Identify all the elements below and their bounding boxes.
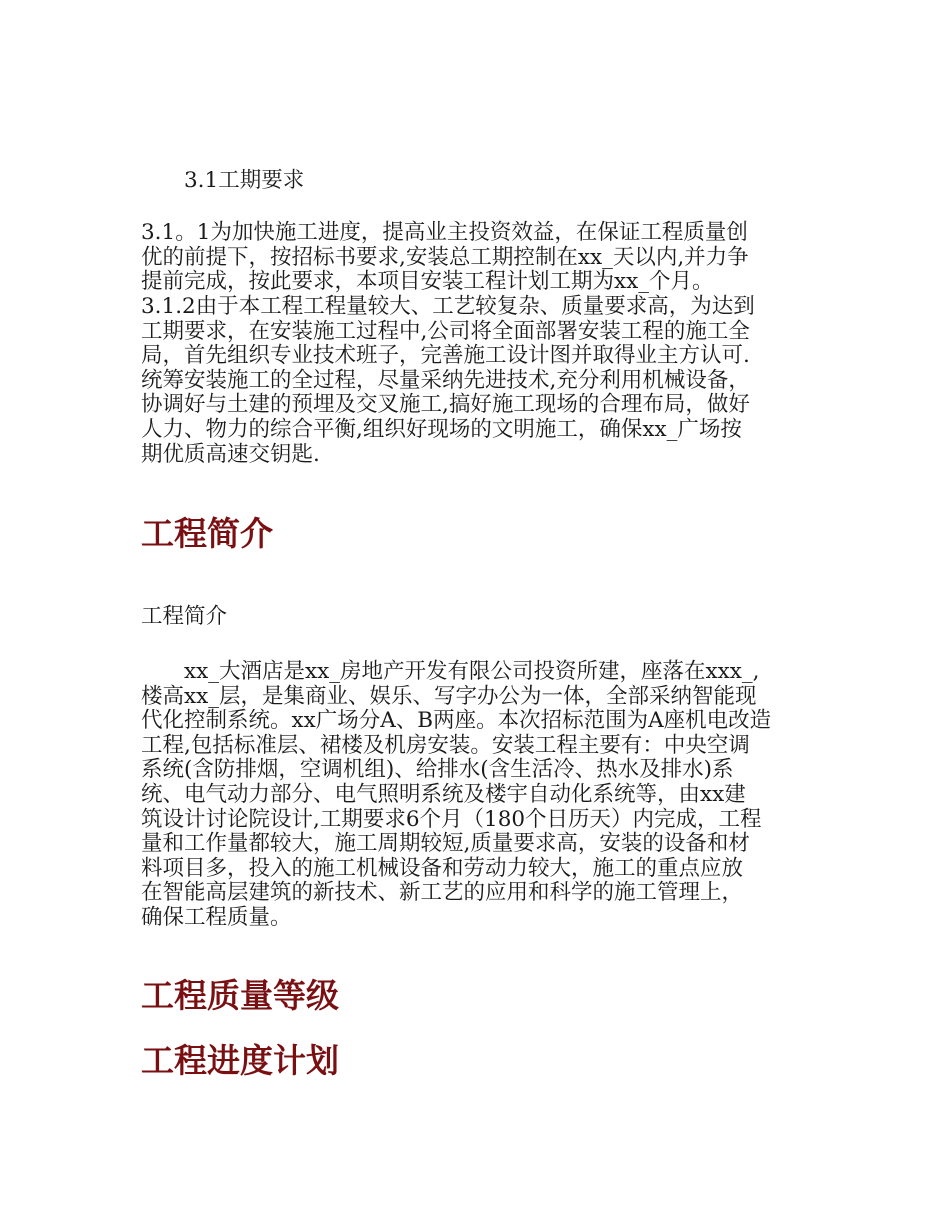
text-line: 统筹安装施工的全过程，尽量采纳先进技术,充分利用机械设备， xyxy=(141,367,750,393)
text-line: 提前完成，按此要求，本项目安装工程计划工期为xx_个月。 xyxy=(141,269,714,295)
text-line: 确保工程质量。 xyxy=(141,904,292,930)
heading-quality-grade: 工程质量等级 xyxy=(141,976,339,1015)
text-line: 工期要求，在安装施工过程中,公司将全面部署安装工程的施工全 xyxy=(141,318,750,344)
section-3-1-title: 3.1工期要求 xyxy=(184,168,305,193)
text-line: 统、电气动力部分、电气照明系统及楼宇自动化系统等，由xx建 xyxy=(141,781,746,807)
heading-project-intro: 工程简介 xyxy=(141,514,273,553)
paragraph-project-intro xyxy=(141,660,811,931)
heading-schedule-plan: 工程进度计划 xyxy=(141,1041,339,1080)
text-line: 在智能高层建筑的新技术、新工艺的应用和科学的施工管理上， xyxy=(141,880,744,906)
text-line: xx_大酒店是xx_房地产开发有限公司投资所建，座落在xxx_, xyxy=(184,659,760,684)
text-line: 人力、物力的综合平衡,组织好现场的文明施工，确保xx_广场按 xyxy=(141,416,742,442)
text-line: 量和工作量都较大，施工周期较短,质量要求高，安装的设备和材 xyxy=(141,831,750,857)
text-line: 楼高xx_层，是集商业、娱乐、写字办公为一体，全部采纳智能现 xyxy=(141,683,757,709)
text-line: 3.1。1为加快施工进度，提高业主投资效益，在保证工程质量创 xyxy=(141,220,748,245)
paragraph-3-1-1 xyxy=(141,221,811,295)
text-line: 优的前提下，按招标书要求,安装总工期控制在xx_天以内,并力争 xyxy=(141,244,749,270)
text-line: 料项目多，投入的施工机械设备和劳动力较大，施工的重点应放 xyxy=(141,855,744,881)
text-line: 工程,包括标准层、裙楼及机房安装。安装工程主要有：中央空调 xyxy=(141,732,750,758)
paragraph-3-1-2 xyxy=(141,295,811,467)
subheading-project-intro: 工程简介 xyxy=(141,604,228,629)
text-line: 系统(含防排烟，空调机组)、给排水(含生活冷、热水及排水)系 xyxy=(141,757,734,783)
text-line: 代化控制系统。xx广场分A、B两座。本次招标范围为A座机电改造 xyxy=(141,708,772,734)
text-line: 期优质高速交钥匙. xyxy=(141,441,320,467)
text-line: 3.1.2由于本工程工程量较大、工艺较复杂、质量要求高，为达到 xyxy=(141,294,755,319)
text-line: 协调好与土建的预埋及交叉施工,搞好施工现场的合理布局，做好 xyxy=(141,392,750,418)
text-line: 局，首先组织专业技术班子，完善施工设计图并取得业主方认可. xyxy=(141,343,750,369)
text-line: 筑设计讨论院设计,工期要求6个月（180个日历天）内完成，工程 xyxy=(141,806,762,832)
